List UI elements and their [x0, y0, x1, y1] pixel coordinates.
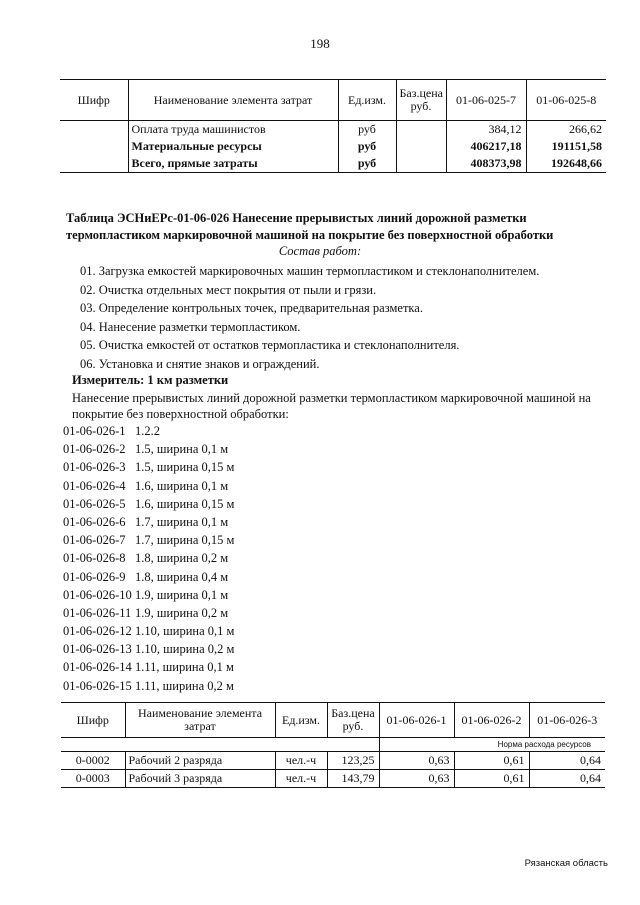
row-price: 143,79: [327, 770, 379, 788]
table-row: [61, 770, 605, 788]
list-item: [63, 549, 234, 567]
code-text: 1.10, ширина 0,1 м: [135, 624, 235, 639]
row-unit: руб: [338, 121, 396, 139]
list-item: [63, 604, 234, 622]
header-unit: Ед.изм.: [338, 80, 396, 121]
code: 01-06-026-5: [63, 496, 126, 511]
code-text: 1.7, ширина 0,15 м: [135, 533, 235, 548]
table-row: [61, 752, 605, 770]
list-item: [63, 677, 234, 695]
list-item: [63, 531, 234, 549]
header-col-026-1: 01-06-026-1: [379, 703, 454, 738]
row-price: 123,25: [327, 752, 379, 770]
code-text: 1.6, ширина 0,15 м: [135, 496, 235, 511]
list-item: 05. Очистка емкостей от остатков термопластика и стеклонаполнителя.: [80, 338, 460, 352]
list-item: [63, 586, 234, 604]
header-col-026-3: 01-06-026-3: [529, 703, 605, 738]
code: 01-06-026-7: [63, 533, 126, 548]
list-item: [63, 422, 234, 440]
list-item: [63, 568, 234, 586]
row-value-3: 0,64: [529, 770, 605, 788]
table-row: [60, 138, 606, 155]
code-text: 1.9, ширина 0,2 м: [135, 605, 229, 620]
row-value-2: 0,61: [454, 752, 529, 770]
code: 01-06-026-9: [63, 569, 126, 584]
code-text: 1.11, ширина 0,2 м: [135, 678, 234, 693]
table-header-row: [61, 703, 605, 738]
code-text: 1.7, ширина 0,1 м: [135, 514, 229, 529]
measure-unit: Измеритель: 1 км разметки: [72, 373, 229, 387]
code: 01-06-026-11: [63, 605, 132, 620]
header-col-025-8: 01-06-025-8: [526, 80, 606, 121]
resource-norm-table-026: [61, 702, 605, 788]
row-code: 0-0003: [61, 770, 125, 788]
row-value-1: 408373,98: [446, 155, 526, 173]
list-item: [63, 640, 234, 658]
footer-region: Рязанская область: [524, 858, 608, 869]
row-unit: чел.-ч: [275, 770, 327, 788]
code: 01-06-026-6: [63, 514, 126, 529]
row-value-1: 0,63: [379, 770, 454, 788]
row-name: Оплата труда машинистов: [128, 121, 338, 139]
table-row: [60, 121, 606, 139]
code: 01-06-026-13: [63, 642, 132, 657]
description: Нанесение прерывистых линий дорожной разметки термопластиком маркировочной машиной на покрытие без поверхностной обработки:: [72, 391, 591, 421]
row-unit: руб: [338, 138, 396, 155]
code-text: 1.9, ширина 0,1 м: [135, 587, 229, 602]
list-item: [63, 658, 234, 676]
row-value-1: 0,63: [379, 752, 454, 770]
row-name: Всего, прямые затраты: [128, 155, 338, 173]
row-value-1: 384,12: [446, 121, 526, 139]
header-code: Шифр: [61, 703, 125, 738]
list-item: [63, 458, 234, 476]
list-item: 02. Очистка отдельных мест покрытия от пыли и грязи.: [80, 282, 377, 297]
list-item: 01. Загрузка емкостей маркировочных машин термопластиком и стеклонаполнителем.: [80, 264, 540, 278]
header-code: Шифр: [60, 80, 128, 121]
header-name: Наименование элемента затрат: [125, 703, 275, 738]
list-item: [63, 477, 234, 495]
row-name: Рабочий 3 разряда: [125, 770, 275, 788]
list-item: 04. Нанесение разметки термопластиком.: [80, 319, 301, 334]
code-text: 1.5, ширина 0,1 м: [135, 442, 229, 457]
section-title: Таблица ЭСНиЕРс-01-06-026 Нанесение прерывистых линий дорожной разметки термопластиком маркировочной машиной на покрытие без поверхностной обработки: [66, 211, 554, 242]
row-unit: чел.-ч: [275, 752, 327, 770]
header-unit: Ед.изм.: [275, 703, 327, 738]
page-number: 198: [310, 36, 330, 51]
code-text: 1.8, ширина 0,2 м: [135, 551, 229, 566]
row-price: [396, 138, 446, 155]
code: 01-06-026-4: [63, 478, 126, 493]
row-value-1: 406217,18: [446, 138, 526, 155]
row-price: [396, 121, 446, 139]
resource-cost-table-025: [60, 79, 606, 173]
list-item: 03. Определение контрольных точек, предварительная разметка.: [80, 301, 423, 315]
code-text: 1.10, ширина 0,2 м: [135, 642, 235, 657]
header-name: Наименование элемента затрат: [128, 80, 338, 121]
code: 01-06-026-10: [63, 587, 132, 602]
list-item: [63, 513, 234, 531]
table-header-row: [60, 80, 606, 121]
code: 01-06-026-3: [63, 460, 126, 475]
row-value-2: 266,62: [526, 121, 606, 139]
code-text: 1.8, ширина 0,4 м: [135, 569, 229, 584]
header-base-price: Баз.цена руб.: [396, 80, 446, 121]
code-text: 1.11, ширина 0,1 м: [135, 660, 234, 675]
code: 01-06-026-14: [63, 660, 132, 675]
row-value-2: 0,61: [454, 770, 529, 788]
list-item: 06. Установка и снятие знаков и ограждений.: [80, 356, 320, 371]
norm-row: [61, 738, 605, 752]
list-item: [63, 622, 234, 640]
code: 01-06-026-1: [63, 424, 126, 438]
code: 01-06-026-15: [63, 678, 132, 693]
list-item: [63, 495, 234, 513]
header-col-025-7: 01-06-025-7: [446, 80, 526, 121]
row-code: 0-0002: [61, 752, 125, 770]
header-col-026-2: 01-06-026-2: [454, 703, 529, 738]
table-row: [60, 155, 606, 173]
row-price: [396, 155, 446, 173]
code-text: 1.6, ширина 0,1 м: [135, 478, 229, 493]
composition-heading: Состав работ:: [278, 244, 362, 258]
row-value-2: 192648,66: [526, 155, 606, 173]
row-unit: руб: [338, 155, 396, 173]
header-base-price: Баз.цена руб.: [327, 703, 379, 738]
works-list: [80, 262, 539, 373]
code: 01-06-026-2: [63, 442, 126, 457]
row-value-3: 0,64: [529, 752, 605, 770]
code: 01-06-026-8: [63, 551, 126, 566]
row-name: Материальные ресурсы: [128, 138, 338, 155]
list-item: [63, 440, 234, 458]
norm-label: Норма расхода ресурсов: [379, 738, 605, 752]
row-value-2: 191151,58: [526, 138, 606, 155]
codes-list: [63, 422, 234, 695]
code: 01-06-026-12: [63, 624, 132, 639]
code-text: 1.2.2: [135, 424, 160, 438]
code-text: 1.5, ширина 0,15 м: [135, 460, 235, 475]
row-name: Рабочий 2 разряда: [125, 752, 275, 770]
